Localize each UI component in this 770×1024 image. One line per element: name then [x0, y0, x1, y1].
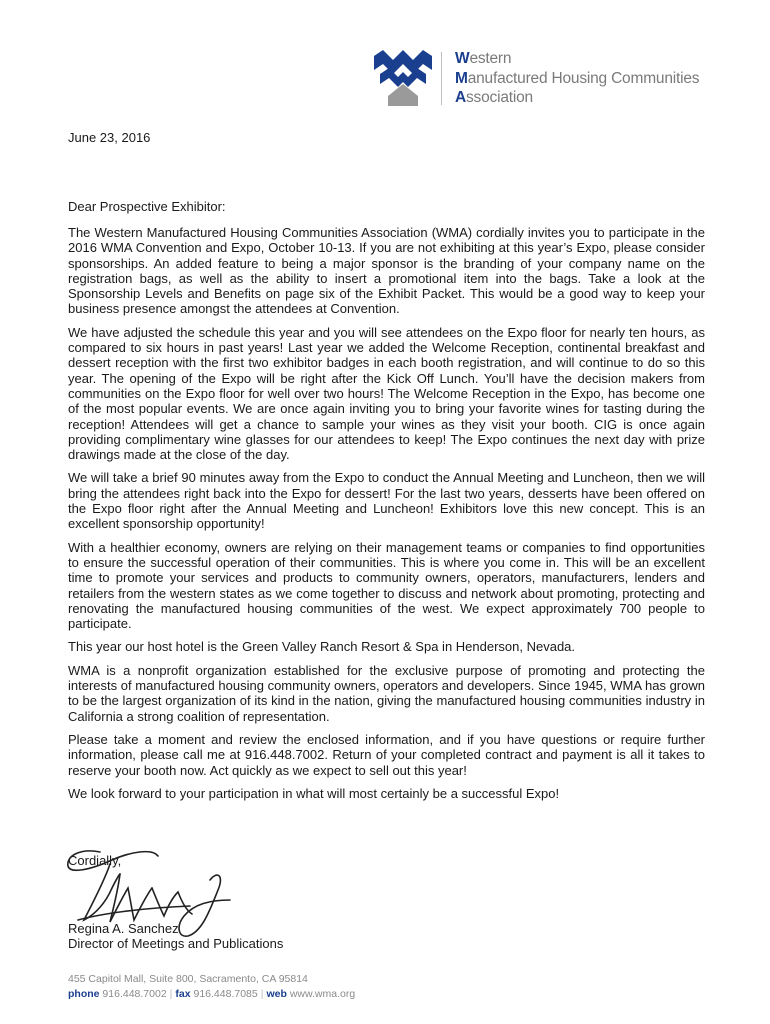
salutation: Dear Prospective Exhibitor:	[68, 199, 226, 214]
web-link[interactable]: www.wma.org	[289, 988, 356, 1000]
signer-name: Regina A. Sanchez	[68, 921, 179, 936]
body-paragraph: With a healthier economy, owners are relying on their management teams or companies to find opportunities to ensure the successful operation of their communities. This is where you come in. This will be an excellent time to promote your services and products to community owners, operators, manufacturers, lenders and retailers from the western states as we come together to discuss and network about promoting, protecting and renovating the manufactured housing communities of the west. We expect approximately 700 people to participate.	[68, 539, 705, 632]
body-paragraph: We will take a brief 90 minutes away from the Expo to conduct the Annual Meeting and Luncheon, then we will bring the attendees right back into the Expo for dessert! For the last two years, desserts have been offered on the Expo floor right after the Annual Meeting and Luncheon! Exhibitors love this new concept. This is an excellent sponsorship opportunity!	[68, 470, 705, 532]
body-paragraph: We look forward to your participation in what will most certainly be a successful Expo!	[68, 785, 560, 801]
phone-number: 916.448.7002	[102, 988, 167, 1000]
letter-body	[68, 225, 705, 809]
signer-title: Director of Meetings and Publications	[68, 936, 284, 951]
org-name-line-1: Western	[455, 50, 512, 67]
organization-name	[455, 49, 699, 108]
logo-divider	[441, 52, 442, 105]
letter-date: June 23, 2016	[68, 130, 151, 145]
footer-contact	[68, 972, 355, 1002]
wma-logo-icon	[374, 50, 432, 106]
fax-label: fax	[175, 988, 191, 1000]
body-paragraph: We have adjusted the schedule this year and you will see attendees on the Expo floor for nearly ten hours, as compared to six hours in past years! Last year we added the Welcome Reception, continental breakfast and dessert reception with the first two exhibitor badges in each booth registration, and will continue to do so this year. The opening of the Expo will be right after the Kick Off Lunch. You’ll have the decision makers from communities on the Expo floor for well over two hours! The Welcome Reception in the Expo, has become one of the most popular events. We are once again inviting you to bring your favorite wines for tasting during the reception! Attendees will get a chance to sample your wines as they visit your booth. CIG is once again providing complimentary wine glasses for our attendees to keep! The Expo continues the next day with prize drawings made at the close of the day.	[68, 324, 705, 463]
closing: Cordially,	[68, 853, 122, 868]
footer-contact-line	[68, 987, 355, 1002]
body-paragraph: This year our host hotel is the Green Valley Ranch Resort & Spa in Henderson, Nevada.	[68, 639, 576, 655]
phone-label: phone	[68, 988, 100, 1000]
org-name-line-3: Association	[455, 89, 533, 106]
org-name-line-2: Manufactured Housing Communities	[455, 69, 700, 87]
fax-number: 916.448.7085	[193, 988, 258, 1000]
separator: |	[169, 988, 173, 1000]
separator: |	[260, 988, 264, 1000]
body-paragraph: WMA is a nonprofit organization established for the exclusive purpose of promoting and protecting the interests of manufactured housing community owners, operators and developers. Since 1945, WMA has grown to be the largest organization of its kind in the nation, giving the manufactured housing communities industry in California a strong coalition of representation.	[68, 662, 705, 724]
footer-address: 455 Capitol Mall, Suite 800, Sacramento, CA 95814	[68, 973, 308, 985]
web-label: web	[266, 988, 287, 1000]
body-paragraph: Please take a moment and review the enclosed information, and if you have questions or require further information, please call me at 916.448.7002. Return of your completed contract and payment is all it takes to reserve your booth now. Act quickly as we expect to sell out this year!	[68, 731, 705, 778]
body-paragraph: The Western Manufactured Housing Communities Association (WMA) cordially invites you to participate in the 2016 WMA Convention and Expo, October 10-13. If you are not exhibiting at this year’s Expo, please consider sponsorships. An added feature to being a major sponsor is the branding of your company name on the registration bags, as well as the ability to insert a promotional item into the bags. Take a look at the Sponsorship Levels and Benefits on page six of the Exhibit Packet. This would be a good way to keep your business presence amongst the attendees at Convention.	[68, 225, 705, 317]
